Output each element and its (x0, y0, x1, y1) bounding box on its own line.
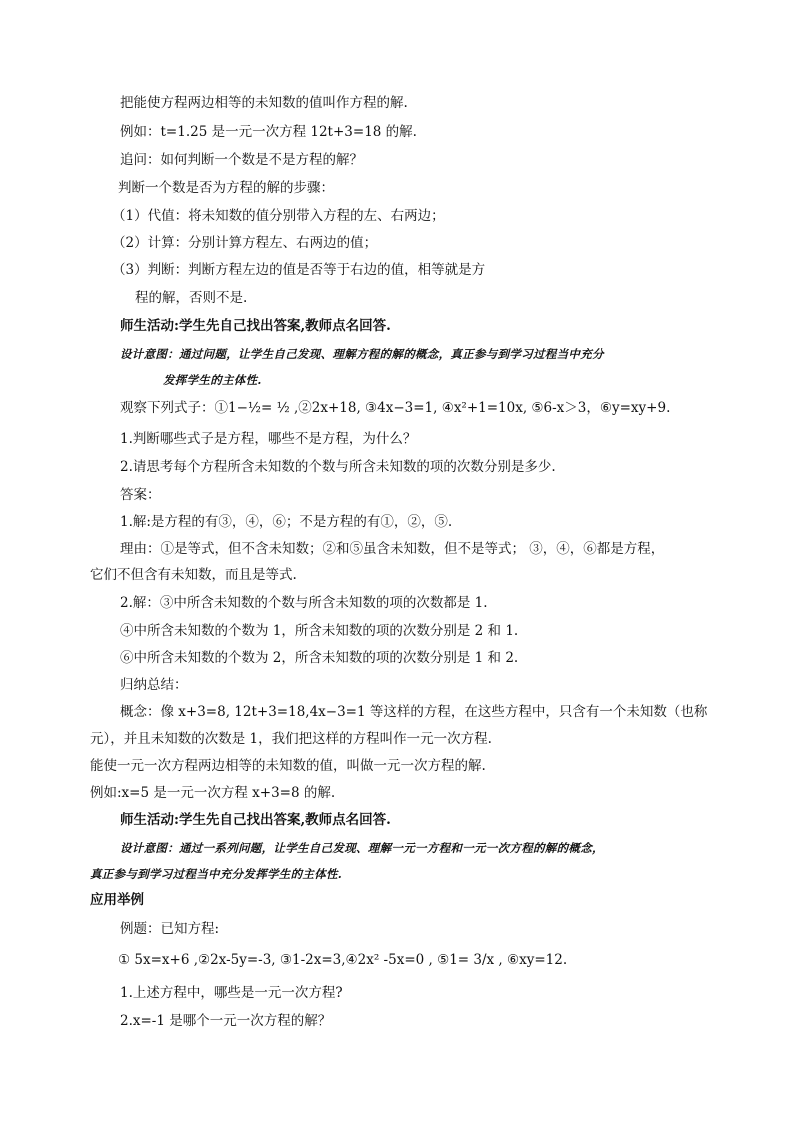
definition-line: 把能使方程两边相等的未知数的值叫作方程的解. (120, 95, 408, 111)
design-intent-continued: 发挥学生的主体性. (163, 373, 262, 387)
example-question-2: 2.x=-1 是哪个一元一次方程的解？ (120, 1013, 332, 1029)
teacher-student-activity: 师生活动:学生先自己找出答案,教师点名回答. (120, 318, 391, 334)
teacher-student-activity-2: 师生活动:学生先自己找出答案,教师点名回答. (120, 812, 391, 828)
step-3-continued: 程的解，否则不是. (135, 290, 248, 306)
answer-2: 2.解：③中所含未知数的个数与所含未知数的项的次数都是 1. (120, 595, 488, 611)
steps-heading: 判断一个数是否为方程的解的步骤： (118, 180, 334, 196)
concept-continued: 元），并且未知数的次数是 1，我们把这样的方程叫作一元一次方程. (90, 731, 492, 747)
step-3: （3）判断：判断方程左边的值是否等于右边的值，相等就是方 (112, 262, 486, 278)
example-equations: ① 5x=x+6 ,②2x-5y=-3, ③1-2x=3,④2x² -5x=0 , ⑤1= 3/x , ⑥xy=12. (118, 952, 568, 968)
concept-line: 概念：像 x+3=8, 12t+3=18,4x−3=1 等这样的方程，在这些方程中，只含有一个未知数（也称 (120, 704, 708, 720)
design-intent: 设计意图：通过问题，让学生自己发现、理解方程的解的概念，真正参与到学习过程当中充分 (120, 347, 604, 361)
reason-continued: 它们不但含有未知数，而且是等式. (90, 567, 297, 583)
example-line: 例如：t=1.25 是一元一次方程 12t+3=18 的解. (120, 124, 417, 140)
design-intent-2: 设计意图：通过一系列问题，让学生自己发现、理解一元一方程和一元一次方程的解的概念， (120, 841, 604, 855)
solution-example: 例如:x=5 是一元一次方程 x+3=8 的解. (90, 785, 336, 801)
section-heading-application: 应用举例 (90, 892, 144, 908)
step-2: （2）计算：分别计算方程左、右两边的值； (112, 235, 378, 251)
answer-2-item-4: ④中所含未知数的个数为 1，所含未知数的项的次数分别是 2 和 1. (120, 623, 519, 639)
step-1: （1）代值：将未知数的值分别带入方程的左、右两边； (112, 208, 445, 224)
question-2: 2.请思考每个方程所含未知数的个数与所含未知数的项的次数分别是多少. (120, 459, 556, 475)
follow-up-question: 追问：如何判断一个数是不是方程的解？ (120, 152, 363, 168)
observe-expressions: 观察下列式子：①1−½= ½ ,②2x+18, ③4x−3=1, ④x²+1=10x, ⑤6-x＞3，⑥y=xy+9. (120, 400, 671, 416)
example-question-1: 1.上述方程中，哪些是一元一次方程? (120, 985, 343, 1001)
answer-2-item-6: ⑥中所含未知数的个数为 2，所含未知数的项的次数分别是 1 和 2. (120, 650, 519, 666)
answer-1: 1.解:是方程的有③，④，⑥；不是方程的有①，②，⑤. (120, 514, 453, 530)
example-problem-heading: 例题：已知方程: (120, 921, 220, 937)
design-intent-2-continued: 真正参与到学习过程当中充分发挥学生的主体性. (90, 867, 343, 881)
solution-definition: 能使一元一次方程两边相等的未知数的值，叫做一元一次方程的解. (90, 758, 486, 774)
answer-heading: 答案： (120, 487, 161, 503)
summary-heading: 归纳总结： (120, 677, 188, 693)
question-1: 1.判断哪些式子是方程，哪些不是方程，为什么？ (120, 431, 417, 447)
reason-line: 理由：①是等式，但不含未知数；②和⑤虽含未知数，但不是等式； ③，④，⑥都是方程， (120, 541, 665, 557)
